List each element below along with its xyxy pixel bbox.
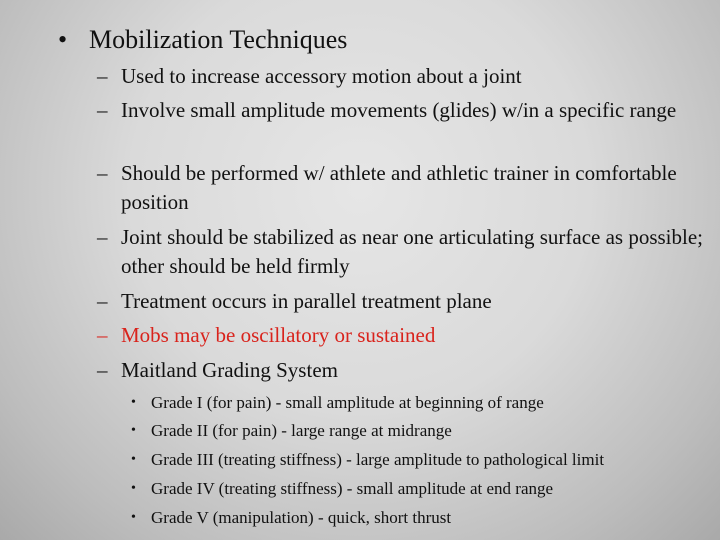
list-item-text: Should be performed w/ athlete and athletic trainer in comfortable position xyxy=(121,161,677,214)
slide-heading: Mobilization Techniques xyxy=(89,25,348,54)
dash-icon: – xyxy=(97,289,108,313)
bullet-icon: • xyxy=(58,25,68,54)
grade-text: Grade V (manipulation) - quick, short thrust xyxy=(151,508,452,527)
list-item-text: Involve small amplitude movements (glides) w/in a specific range xyxy=(121,98,677,122)
list-item-text: Joint should be stabilized as near one articulating surface as possible; other should be held firmly xyxy=(121,225,704,278)
dash-icon: – xyxy=(97,161,108,185)
dash-icon: – xyxy=(97,64,108,88)
bullet-icon: • xyxy=(131,452,136,467)
dash-icon: – xyxy=(97,358,108,382)
list-item-text: Treatment occurs in parallel treatment plane xyxy=(121,289,492,313)
grade-text: Grade II (for pain) - large range at midrange xyxy=(151,421,452,440)
dash-icon: – xyxy=(97,98,108,122)
bullet-icon: • xyxy=(131,395,136,410)
list-item-text: Maitland Grading System xyxy=(121,358,338,382)
grade-text: Grade I (for pain) - small amplitude at beginning of range xyxy=(151,393,544,412)
grade-text: Grade III (treating stiffness) - large amplitude to pathological limit xyxy=(151,450,605,469)
list-item-text: Mobs may be oscillatory or sustained xyxy=(121,323,436,347)
grade-text: Grade IV (treating stiffness) - small amplitude at end range xyxy=(151,479,554,498)
dash-icon: – xyxy=(97,323,108,347)
bullet-icon: • xyxy=(131,423,136,438)
dash-icon: – xyxy=(97,225,108,249)
list-item-text: Used to increase accessory motion about a joint xyxy=(121,64,522,88)
bullet-icon: • xyxy=(131,510,136,525)
bullet-icon: • xyxy=(131,481,136,496)
